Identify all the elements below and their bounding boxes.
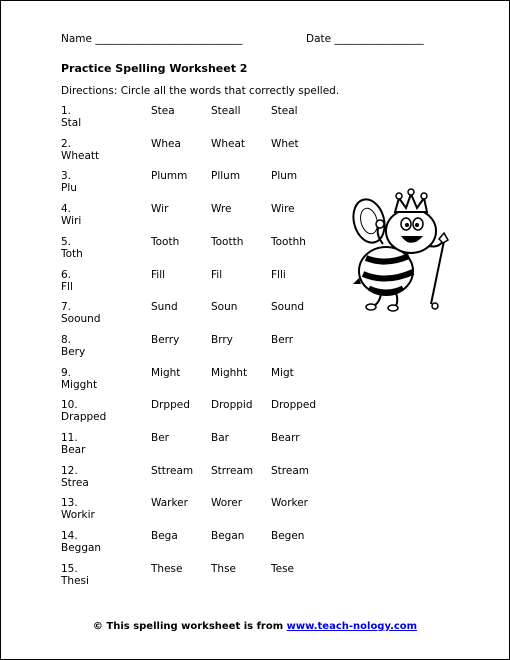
word-option[interactable]: Whea xyxy=(151,138,181,150)
word-option[interactable]: Dropped xyxy=(271,399,317,411)
word-option[interactable]: Wire xyxy=(271,203,295,215)
word-option[interactable]: Drpped xyxy=(151,399,190,411)
misspelled-word: 1. Stal xyxy=(61,105,82,129)
word-option[interactable]: Sttream xyxy=(151,465,194,477)
word-option[interactable]: Wheat xyxy=(211,138,246,150)
word-option[interactable]: Whet xyxy=(271,138,299,150)
word-option[interactable]: Stream xyxy=(271,465,309,477)
misspelled-word: 5. Toth xyxy=(61,236,83,260)
word-option[interactable]: Tese xyxy=(271,563,295,575)
word-option[interactable]: Stea xyxy=(151,105,175,117)
word-option[interactable]: These xyxy=(151,563,183,575)
misspelled-word: 13. Workir xyxy=(61,497,95,521)
word-option[interactable]: Ber xyxy=(151,432,169,444)
misspelled-word: 4. Wiri xyxy=(61,203,82,227)
word-option[interactable]: Bega xyxy=(151,530,178,542)
word-option[interactable]: Steall xyxy=(211,105,241,117)
word-option[interactable]: Began xyxy=(211,530,245,542)
worksheet-title: Practice Spelling Worksheet 2 xyxy=(61,62,248,75)
word-option[interactable]: Migt xyxy=(271,367,294,379)
name-line: Name ____________________________ xyxy=(61,33,243,45)
word-option[interactable]: Bar xyxy=(211,432,229,444)
word-option[interactable]: Droppid xyxy=(211,399,253,411)
misspelled-word: 7. Soound xyxy=(61,301,101,325)
word-option[interactable]: Wre xyxy=(211,203,232,215)
word-option[interactable]: Bearr xyxy=(271,432,300,444)
word-option[interactable]: Worer xyxy=(211,497,243,509)
word-option[interactable]: Berr xyxy=(271,334,294,346)
misspelled-word: 12. Strea xyxy=(61,465,89,489)
word-option[interactable]: Sound xyxy=(271,301,305,313)
word-option[interactable]: Steal xyxy=(271,105,298,117)
word-option[interactable]: Toothh xyxy=(271,236,306,248)
misspelled-word: 14. Beggan xyxy=(61,530,102,554)
word-option[interactable]: Worker xyxy=(271,497,308,509)
word-option[interactable]: Wir xyxy=(151,203,169,215)
footer-text: © This spelling worksheet is from xyxy=(92,621,287,632)
misspelled-word: 15. Thesi xyxy=(61,563,89,587)
word-option[interactable]: Tootth xyxy=(211,236,244,248)
misspelled-word: 6. Fll xyxy=(61,269,73,293)
directions-text: Directions: Circle all the words that correctly spelled. xyxy=(61,85,340,97)
word-option[interactable]: Plumm xyxy=(151,170,188,182)
misspelled-word: 8. Bery xyxy=(61,334,86,358)
word-option[interactable]: Begen xyxy=(271,530,305,542)
footer-credit xyxy=(1,621,509,632)
word-option[interactable]: Brry xyxy=(211,334,233,346)
word-option[interactable]: Strream xyxy=(211,465,254,477)
misspelled-word: 11. Bear xyxy=(61,432,86,456)
word-option[interactable]: Warker xyxy=(151,497,188,509)
word-option[interactable]: Fil xyxy=(211,269,223,281)
word-option[interactable]: Tooth xyxy=(151,236,180,248)
word-option[interactable]: Thse xyxy=(211,563,236,575)
word-option[interactable]: Flli xyxy=(271,269,286,281)
bee-cartoon-illustration xyxy=(351,186,461,316)
date-line: Date _________________ xyxy=(306,33,424,45)
teach-nology-link[interactable]: www.teach-nology.com xyxy=(286,621,418,632)
misspelled-word: 3. Plu xyxy=(61,170,77,194)
misspelled-word: 2. Wheatt xyxy=(61,138,100,162)
word-option[interactable]: Mighht xyxy=(211,367,248,379)
misspelled-word: 9. Migght xyxy=(61,367,98,391)
word-option[interactable]: Plum xyxy=(271,170,298,182)
word-option[interactable]: Might xyxy=(151,367,181,379)
word-option[interactable]: Berry xyxy=(151,334,180,346)
word-option[interactable]: Sund xyxy=(151,301,178,313)
misspelled-word: 10. Drapped xyxy=(61,399,107,423)
word-option[interactable]: Fill xyxy=(151,269,166,281)
word-option[interactable]: Pllum xyxy=(211,170,241,182)
word-option[interactable]: Soun xyxy=(211,301,238,313)
